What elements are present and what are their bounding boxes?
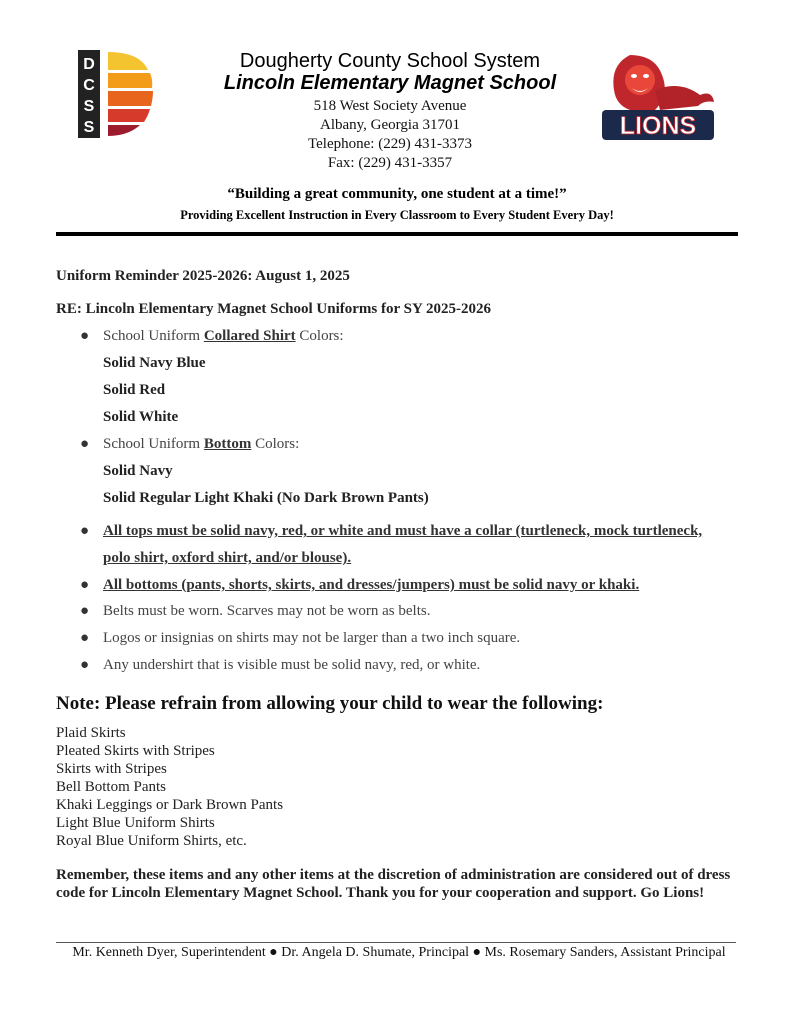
rule-tops-line-2: polo shirt, oxford shirt, and/or blouse). — [103, 550, 352, 566]
shirt-colors-intro: School Uniform Collared Shirt Colors: — [103, 328, 344, 344]
rule-bottoms: All bottoms (pants, shorts, skirts, and dresses/jumpers) must be solid navy or khaki. — [103, 577, 640, 593]
header-divider — [56, 232, 738, 236]
bottom-color-2: Solid Regular Light Khaki (No Dark Brown Pants) — [103, 490, 429, 506]
logo-letter-c: C — [83, 77, 95, 94]
bottom-emphasis: Bottom — [203, 436, 252, 452]
letter-subject: RE: Lincoln Elementary Magnet School Uniforms for SY 2025-2026 — [56, 301, 491, 317]
dcss-logo — [78, 50, 154, 138]
shirt-color-3: Solid White — [103, 409, 179, 425]
logo-letter-s2: S — [83, 119, 95, 136]
footer-staff: Mr. Kenneth Dyer, Superintendent ● Dr. Angela D. Shumate, Principal ● Ms. Rosemary Sanders, Assistant Principal — [72, 945, 726, 960]
bullet-icon: ● — [80, 523, 90, 539]
bullet-icon: ● — [80, 630, 90, 646]
collared-shirt-emphasis: Collared Shirt — [203, 328, 296, 344]
logo-letter-s1: S — [83, 98, 95, 115]
bullet-icon: ● — [80, 603, 90, 619]
motto: “Building a great community, one student at a time!” — [227, 186, 567, 202]
list-item: Khaki Leggings or Dark Brown Pants — [56, 797, 284, 813]
rule-undershirt: Any undershirt that is visible must be solid navy, red, or white. — [103, 657, 481, 673]
mascot-wordmark: LIONS — [619, 112, 697, 140]
bullet-icon: ● — [80, 657, 90, 673]
list-item: Royal Blue Uniform Shirts, etc. — [56, 833, 247, 849]
list-item: Plaid Skirts — [56, 725, 126, 741]
school-name: Lincoln Elementary Magnet School — [223, 72, 557, 94]
bottom-colors-intro: School Uniform Bottom Colors: — [103, 436, 300, 452]
bullet-icon: ● — [80, 436, 90, 452]
address-line-2: Albany, Georgia 31701 — [320, 117, 460, 133]
letter-title: Uniform Reminder 2025-2026: August 1, 2025 — [56, 268, 350, 284]
rule-logos: Logos or insignias on shirts may not be larger than a two inch square. — [103, 630, 521, 646]
prohibited-items-list — [56, 724, 283, 850]
district-name: Dougherty County School System — [239, 50, 541, 72]
bullet-icon: ● — [80, 328, 90, 344]
rule-belts: Belts must be worn. Scarves may not be worn as belts. — [103, 603, 431, 619]
closing-remark: Remember, these items and any other items at the discretion of administration are considered out of dress code for Lincoln Elementary Magnet School. Thank you for your cooperation and support. Go Lions! — [56, 867, 731, 901]
rule-tops-line-1: All tops must be solid navy, red, or white and must have a collar (turtleneck, mock turtleneck, — [103, 523, 703, 539]
bottom-color-1: Solid Navy — [103, 463, 173, 479]
list-item: Skirts with Stripes — [56, 761, 167, 777]
telephone: Telephone: (229) 431-3373 — [308, 136, 472, 152]
list-item: Pleated Skirts with Stripes — [56, 743, 215, 759]
lions-mascot-logo — [600, 50, 720, 145]
bullet-icon: ● — [80, 577, 90, 593]
shirt-color-1: Solid Navy Blue — [103, 355, 206, 371]
list-item: Light Blue Uniform Shirts — [56, 815, 215, 831]
list-item: Bell Bottom Pants — [56, 779, 167, 795]
shirt-color-2: Solid Red — [103, 382, 166, 398]
address-line-1: 518 West Society Avenue — [313, 98, 467, 114]
fax: Fax: (229) 431-3357 — [327, 155, 453, 171]
footer-divider — [56, 942, 736, 943]
mission-subtitle: Providing Excellent Instruction in Every Classroom to Every Student Every Day! — [180, 208, 614, 222]
note-heading: Note: Please refrain from allowing your child to wear the following: — [56, 693, 604, 714]
logo-letter-d: D — [83, 56, 95, 73]
